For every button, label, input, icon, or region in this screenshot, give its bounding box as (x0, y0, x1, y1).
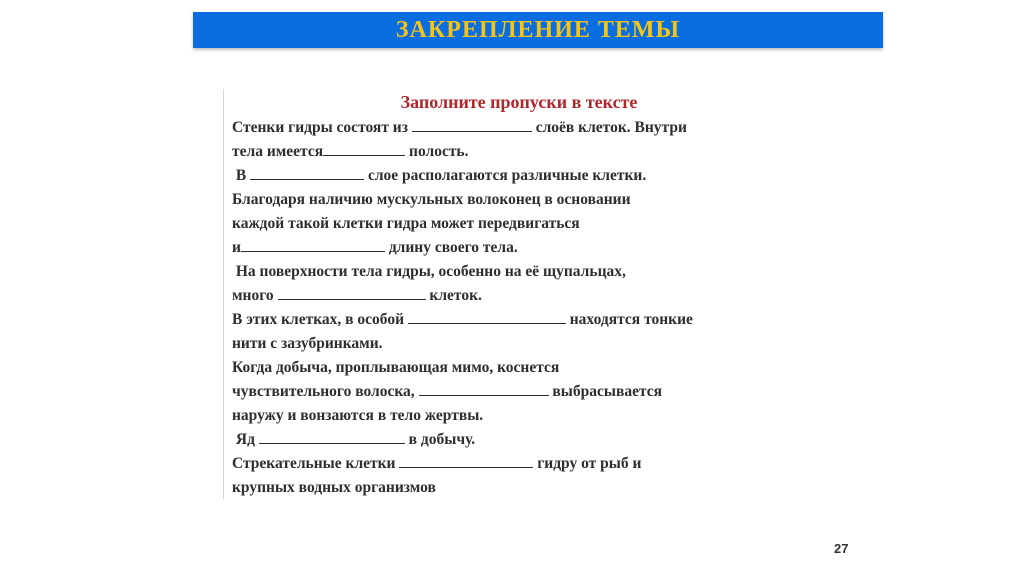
text-line: Яд в добычу. (232, 431, 476, 448)
exercise-panel (223, 89, 804, 499)
text-line: и длину своего тела. (232, 239, 518, 256)
fill-in-blank[interactable] (241, 237, 385, 252)
text-line: Стенки гидры состоят из слоёв клеток. Внутри (232, 119, 687, 136)
text-line: много клеток. (232, 287, 482, 304)
exercise-heading: Заполните пропуски в тексте (400, 92, 638, 112)
fill-in-blank[interactable] (419, 381, 549, 396)
fill-in-blank[interactable] (399, 453, 533, 468)
text-line: В этих клетках, в особой находятся тонкие (232, 311, 693, 328)
text-line: наружу и вонзаются в тело жертвы. (232, 407, 484, 424)
text-line: Благодаря наличию мускульных волоконец в основании (232, 191, 631, 208)
slide-title: ЗАКРЕПЛЕНИЕ ТЕМЫ (395, 16, 681, 43)
text-line: Стрекательные клетки гидру от рыб и (232, 455, 642, 472)
text-line: нити с зазубринками. (232, 335, 383, 352)
fill-in-blank[interactable] (278, 285, 426, 300)
text-line: На поверхности тела гидры, особенно на её щупальцах, (232, 263, 626, 280)
text-line: чувствительного волоска, выбрасывается (232, 383, 663, 400)
text-line: Когда добыча, проплывающая мимо, коснется (232, 359, 560, 376)
fill-in-blank[interactable] (408, 309, 566, 324)
text-line: крупных водных организмов (232, 479, 436, 496)
page-number: 27 (834, 541, 849, 556)
text-line: В слое располагаются различные клетки. (232, 167, 647, 184)
fill-in-blank[interactable] (259, 429, 405, 444)
text-line: тела имеется полость. (232, 143, 469, 160)
fill-in-blank[interactable] (250, 165, 364, 180)
title-banner (193, 12, 883, 48)
fill-in-blank[interactable] (323, 141, 405, 156)
text-line: каждой такой клетки гидра может передвигаться (232, 215, 580, 232)
fill-in-blank[interactable] (412, 117, 532, 132)
